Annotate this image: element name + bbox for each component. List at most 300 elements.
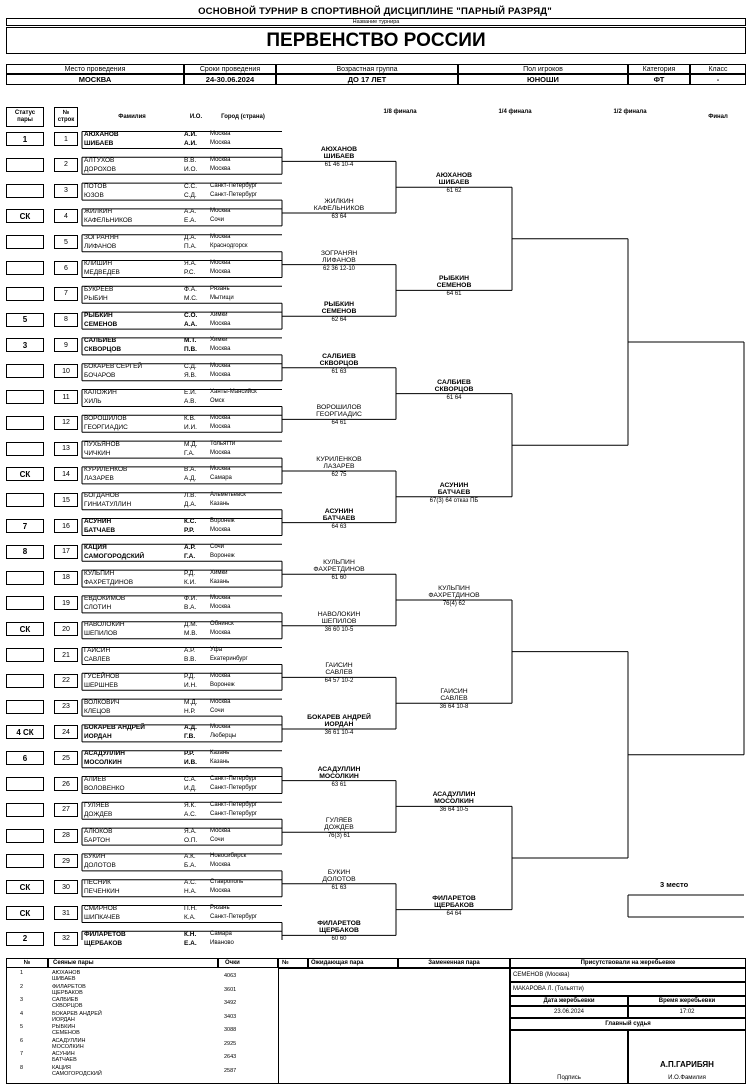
entry-number: 6 bbox=[54, 261, 78, 275]
player-2-surname: ПЕЧЕНКИН bbox=[84, 888, 120, 896]
player-1-initials: К.С. bbox=[184, 518, 197, 525]
judge-label: Главный судья bbox=[510, 1018, 746, 1030]
player-1-initials: М.Т. bbox=[184, 337, 197, 345]
player-2-city: Москва bbox=[210, 630, 231, 637]
dates-value: 24-30.06.2024 bbox=[184, 74, 276, 85]
entry-number: 22 bbox=[54, 674, 78, 688]
r1-winner-b: ДОЛОТОВ bbox=[322, 875, 356, 883]
entry-seed bbox=[6, 235, 44, 249]
player-2-surname: ЛАЗАРЕВ bbox=[84, 475, 114, 483]
player-2-initials: К.А. bbox=[184, 914, 196, 921]
player-2-surname: БАРТОН bbox=[84, 836, 110, 844]
player-2-surname: СЕМЕНОВ bbox=[84, 320, 118, 328]
player-1-surname: КАЦИЯ bbox=[84, 543, 107, 551]
r1-score: 61 63 bbox=[331, 884, 347, 891]
col-final: Финал bbox=[708, 114, 728, 120]
player-1-surname: АСУНИН bbox=[84, 518, 112, 525]
player-1-initials: В.В. bbox=[184, 156, 197, 164]
player-1-surname: ЖИЛКИН bbox=[84, 208, 113, 216]
player-2-initials: В.А. bbox=[184, 604, 197, 612]
age-value: ДО 17 ЛЕТ bbox=[276, 74, 458, 85]
player-2-city: Москва bbox=[210, 604, 231, 611]
entry-seed bbox=[6, 674, 44, 688]
entry-seed bbox=[6, 571, 44, 585]
player-2-surname: ШЕПИЛОВ bbox=[84, 630, 118, 638]
player-2-city: Москва bbox=[210, 527, 231, 533]
footer-present-header: Присутствовали на жеребьевке bbox=[510, 958, 746, 968]
player-1-initials: Д.А. bbox=[184, 234, 197, 242]
player-2-initials: И.Д. bbox=[184, 785, 197, 792]
player-2-surname: МЕДВЕДЕВ bbox=[84, 269, 120, 276]
player-2-initials: К.И. bbox=[184, 578, 197, 586]
player-1-surname: АСАДУЛЛИН bbox=[84, 750, 125, 758]
player-1-initials: П.Н. bbox=[184, 905, 197, 912]
tournament-name: ПЕРВЕНСТВО РОССИИ bbox=[6, 27, 746, 54]
player-1-surname: РЫБКИН bbox=[84, 311, 113, 319]
seed-player-a: АЮХАНОВ bbox=[52, 970, 81, 976]
player-1-city: Новосибирск bbox=[210, 853, 247, 860]
player-2-initials: М.С. bbox=[184, 294, 198, 302]
entry-seed bbox=[6, 287, 44, 301]
entry-number: 25 bbox=[54, 751, 78, 765]
seed-player-a: АСАДУЛЛИН bbox=[52, 1037, 86, 1044]
player-1-city: Альметьевск bbox=[210, 492, 246, 499]
seed-points: 2925 bbox=[224, 1040, 237, 1047]
player-2-surname: МОСОЛКИН bbox=[84, 759, 122, 767]
player-2-surname: ИОРДАН bbox=[84, 733, 112, 741]
player-1-initials: Р.Д. bbox=[184, 569, 196, 577]
entry-row bbox=[0, 286, 280, 312]
player-1-city: Химки bbox=[210, 569, 228, 576]
entry-row bbox=[0, 183, 280, 209]
player-2-city: Москва bbox=[210, 449, 231, 456]
entry-seed: СК bbox=[6, 880, 44, 894]
entry-row bbox=[0, 415, 280, 441]
player-2-city: Воронеж bbox=[210, 681, 235, 688]
r2-score: 61 64 bbox=[446, 394, 462, 401]
entry-number: 18 bbox=[54, 571, 78, 585]
seed-player-b: СЕМЕНОВ bbox=[52, 1030, 80, 1036]
seed-points: 3492 bbox=[224, 1000, 237, 1006]
player-2-city: Люберцы bbox=[210, 733, 237, 740]
entry-row bbox=[0, 647, 280, 673]
r1-score: 63 61 bbox=[331, 781, 347, 788]
draw-date: 23.06.2024 bbox=[510, 1006, 628, 1018]
player-1-surname: ЗОГРАНЯН bbox=[84, 234, 119, 242]
col-status: Статус пары bbox=[6, 107, 44, 127]
player-2-city: Сочи bbox=[210, 836, 225, 843]
player-2-city: Москва bbox=[210, 140, 231, 146]
player-1-city: Москва bbox=[210, 260, 231, 266]
r2-winner-a: АСУНИН bbox=[439, 481, 469, 489]
player-1-surname: ПОТОВ bbox=[84, 182, 107, 190]
player-1-initials: Р.Р. bbox=[184, 750, 195, 758]
player-1-surname: КЛИШИН bbox=[84, 260, 113, 267]
player-2-initials: И.И. bbox=[184, 423, 197, 431]
player-2-city: Омск bbox=[210, 398, 225, 404]
player-1-initials: А.А. bbox=[184, 208, 197, 216]
r1-score: 36 60 10-5 bbox=[324, 626, 354, 633]
entry-seed: 4 СК bbox=[6, 725, 44, 739]
sign-label: Подпись bbox=[557, 1075, 581, 1081]
entry-number: 21 bbox=[54, 648, 78, 662]
entry-row bbox=[0, 595, 280, 621]
seed-points: 2643 bbox=[224, 1054, 237, 1060]
player-2-surname: ШИПКАЧЕВ bbox=[84, 914, 120, 921]
player-1-initials: Я.А. bbox=[184, 827, 197, 835]
entry-seed: СК bbox=[6, 467, 44, 481]
r1-winner-a: НАВОЛОКИН bbox=[317, 610, 361, 618]
seed-player-b: ИОРДАН bbox=[52, 1016, 75, 1023]
entry-seed bbox=[6, 648, 44, 662]
seed-points: 4063 bbox=[224, 973, 237, 979]
player-2-city: Казань bbox=[210, 578, 230, 585]
player-2-initials: Я.В. bbox=[184, 372, 197, 380]
entry-number: 31 bbox=[54, 906, 78, 920]
r1-winner-b: ФАХРЕТДИНОВ bbox=[313, 566, 365, 574]
player-1-initials: С.О. bbox=[184, 311, 198, 319]
player-2-initials: Е.А. bbox=[184, 939, 197, 947]
draw-time: 17:02 bbox=[628, 1006, 746, 1018]
player-1-surname: БОКАРЕВ АНДРЕЙ bbox=[84, 724, 145, 732]
player-2-surname: ГЕОРГИАДИС bbox=[84, 423, 128, 431]
entry-row bbox=[0, 776, 280, 802]
r1-score: 61 63 bbox=[331, 368, 347, 375]
entry-seed: СК bbox=[6, 622, 44, 636]
entry-seed: 1 bbox=[6, 132, 44, 146]
seed-number: 7 bbox=[20, 1051, 24, 1057]
r1-winner-a: РЫБКИН bbox=[323, 301, 354, 309]
entry-row bbox=[0, 260, 280, 286]
player-2-surname: ДОЛОТОВ bbox=[84, 862, 116, 870]
player-1-initials: А.Д. bbox=[184, 724, 197, 732]
entry-seed bbox=[6, 158, 44, 172]
player-2-surname: РЫБИН bbox=[84, 294, 108, 302]
player-1-city: Москва bbox=[210, 827, 231, 834]
player-1-surname: ЕВДОКИМОВ bbox=[84, 595, 126, 603]
seed-player-a: РЫБКИН bbox=[52, 1024, 76, 1030]
player-2-initials: Г.А. bbox=[184, 552, 196, 560]
player-2-city: Казань bbox=[210, 501, 230, 508]
r1-winner-b: ЛАЗАРЕВ bbox=[323, 463, 355, 470]
player-1-city: Рязань bbox=[210, 285, 230, 292]
entry-row bbox=[0, 879, 280, 905]
entry-number: 28 bbox=[54, 829, 78, 843]
player-2-initials: И.Н. bbox=[184, 681, 197, 689]
footer-replaced-header: Замененная пара bbox=[398, 958, 510, 968]
entry-seed: 2 bbox=[6, 932, 44, 946]
entry-row bbox=[0, 389, 280, 415]
player-1-surname: ВОРОШИЛОВ bbox=[84, 414, 127, 422]
r2-winner-a: АСАДУЛЛИН bbox=[432, 791, 476, 799]
r1-score: 36 61 10-4 bbox=[324, 730, 354, 736]
seed-points: 3403 bbox=[224, 1013, 237, 1020]
player-2-city: Сочи bbox=[210, 217, 225, 224]
player-2-surname: ЛИФАНОВ bbox=[84, 243, 117, 251]
r2-score: 61 62 bbox=[446, 188, 462, 195]
r2-score: 64 64 bbox=[446, 910, 462, 917]
entry-number: 11 bbox=[54, 390, 78, 404]
seed-points: 3601 bbox=[224, 986, 237, 993]
seed-number: 8 bbox=[20, 1064, 24, 1071]
class-value: - bbox=[690, 74, 746, 85]
entry-seed: СК bbox=[6, 209, 44, 223]
player-1-initials: А.К. bbox=[184, 853, 196, 861]
entry-number: 9 bbox=[54, 338, 78, 352]
player-1-city: Москва bbox=[210, 466, 231, 473]
player-2-surname: ГИНИАТУЛЛИН bbox=[84, 501, 132, 509]
r1-winner-a: КУЛЬПИН bbox=[323, 559, 355, 567]
name-label: И.О.Фамилия bbox=[668, 1075, 706, 1081]
player-1-surname: ПЕСНИК bbox=[84, 879, 111, 887]
entry-row bbox=[0, 905, 280, 931]
entry-number: 29 bbox=[54, 854, 78, 868]
seed-player-a: КАЦИЯ bbox=[52, 1064, 71, 1071]
seed-player-b: БАТЧАЕВ bbox=[52, 1057, 77, 1063]
player-2-initials: Б.А. bbox=[184, 862, 197, 870]
seed-number: 2 bbox=[20, 983, 24, 990]
entry-number: 16 bbox=[54, 519, 78, 533]
player-1-surname: АЛТУХОВ bbox=[84, 156, 115, 164]
player-2-city: Москва bbox=[210, 320, 231, 327]
r1-winner-b: БАТЧАЕВ bbox=[322, 514, 356, 522]
player-2-city: Москва bbox=[210, 862, 231, 869]
entry-number: 14 bbox=[54, 467, 78, 481]
player-2-initials: Н.А. bbox=[184, 888, 197, 896]
r2-winner-a: САЛБИЕВ bbox=[437, 378, 471, 386]
player-2-initials: А.В. bbox=[184, 398, 197, 405]
r1-score: 61 46 10-4 bbox=[324, 162, 354, 169]
player-1-surname: НАВОЛОКИН bbox=[84, 621, 125, 629]
player-2-city: Санкт-Петербург bbox=[210, 810, 258, 817]
present-2: МАКАРОВА Л. (Тольятти) bbox=[510, 982, 746, 996]
r1-winner-a: ЗОГРАНЯН bbox=[320, 249, 358, 257]
player-1-initials: Я.К. bbox=[184, 801, 197, 809]
category-value: ФТ bbox=[628, 74, 690, 85]
player-2-initials: Г.А. bbox=[184, 449, 195, 457]
player-2-city: Москва bbox=[210, 888, 231, 895]
r1-score: 60 60 bbox=[331, 936, 347, 943]
tournament-name-label: Название турнира bbox=[6, 18, 746, 26]
player-2-city: Санкт-Петербург bbox=[210, 914, 258, 920]
player-2-city: Сочи bbox=[210, 707, 225, 714]
player-1-surname: АЛЮКОВ bbox=[84, 827, 113, 835]
player-1-city: Москва bbox=[210, 672, 231, 679]
entry-number: 17 bbox=[54, 545, 78, 559]
place-value: МОСКВА bbox=[6, 74, 184, 85]
r2-score: 67(3) 64 отказ ПБ bbox=[429, 497, 479, 504]
col-r2: 1/4 финала bbox=[498, 109, 532, 115]
entry-row bbox=[0, 312, 280, 338]
entry-number: 15 bbox=[54, 493, 78, 507]
r1-winner-a: БОКАРЕВ АНДРЕЙ bbox=[307, 714, 371, 721]
player-2-initials: П.А. bbox=[184, 243, 197, 251]
player-1-initials: Д.М. bbox=[184, 621, 198, 629]
player-1-initials: К.В. bbox=[184, 414, 196, 422]
seed-number: 3 bbox=[20, 997, 24, 1003]
r1-winner-a: АСУНИН bbox=[324, 507, 354, 515]
player-2-initials: О.П. bbox=[184, 836, 198, 844]
player-1-surname: КУРИЛЕНКОВ bbox=[84, 466, 128, 474]
dates-label: Сроки проведения bbox=[184, 64, 276, 74]
player-2-surname: КАФЕЛЬНИКОВ bbox=[84, 217, 133, 225]
player-2-surname: БОЧАРОВ bbox=[84, 372, 116, 380]
player-2-initials: П.В. bbox=[184, 346, 197, 354]
entry-seed: 5 bbox=[6, 313, 44, 327]
player-2-initials: Е.А. bbox=[184, 217, 197, 225]
player-2-initials: И.В. bbox=[184, 759, 197, 767]
player-1-surname: СМИРНОВ bbox=[84, 905, 118, 912]
seed-player-b: СКВОРЦОВ bbox=[52, 1003, 83, 1009]
entry-number: 23 bbox=[54, 700, 78, 714]
entry-seed bbox=[6, 442, 44, 456]
entry-seed bbox=[6, 596, 44, 610]
entry-seed bbox=[6, 777, 44, 791]
entry-row bbox=[0, 208, 280, 234]
player-1-initials: К.Н. bbox=[184, 930, 197, 938]
player-2-surname: ВОЛОВЕНКО bbox=[84, 785, 125, 792]
player-2-city: Самара bbox=[210, 475, 232, 482]
seed-number: 5 bbox=[20, 1024, 24, 1030]
player-1-city: Москва bbox=[210, 698, 231, 705]
player-1-surname: ГУСЕЙНОВ bbox=[84, 672, 120, 680]
player-2-initials: Н.Р. bbox=[184, 707, 196, 715]
r1-winner-a: ЖИЛКИН bbox=[324, 198, 354, 205]
player-1-city: Обнинск bbox=[210, 621, 234, 628]
player-1-initials: С.Д. bbox=[184, 363, 197, 371]
player-1-surname: БОГДАНОВ bbox=[84, 492, 120, 500]
player-2-city: Мытищи bbox=[210, 294, 234, 301]
entry-seed bbox=[6, 184, 44, 198]
player-1-initials: Я.А. bbox=[184, 260, 197, 267]
player-2-initials: Р.Р. bbox=[184, 527, 195, 534]
player-2-initials: Р.С. bbox=[184, 269, 196, 276]
entry-number: 5 bbox=[54, 235, 78, 249]
player-1-initials: С.С. bbox=[184, 182, 197, 190]
player-1-city: Рязань bbox=[210, 905, 230, 911]
player-1-surname: ФИЛАРЕТОВ bbox=[84, 930, 126, 938]
entry-number: 12 bbox=[54, 416, 78, 430]
entry-seed: 7 bbox=[6, 519, 44, 533]
r1-winner-a: КУРИЛЕНКОВ bbox=[316, 456, 362, 463]
r2-winner-a: ФИЛАРЕТОВ bbox=[432, 894, 476, 902]
entry-seed bbox=[6, 416, 44, 430]
r1-score: 62 36 12-10 bbox=[322, 265, 356, 272]
player-2-surname: ЧИЧКИН bbox=[84, 449, 111, 457]
r2-winner-b: ЩЕРБАКОВ bbox=[434, 901, 474, 909]
entry-row bbox=[0, 234, 280, 260]
player-1-surname: ГУЛЯЕВ bbox=[84, 801, 110, 809]
player-2-city: Москва bbox=[210, 165, 231, 172]
player-1-city: Химки bbox=[210, 337, 228, 344]
r2-score: 76(4) 62 bbox=[442, 601, 466, 607]
gender-label: Пол игроков bbox=[458, 64, 628, 74]
entry-seed bbox=[6, 261, 44, 275]
entry-seed bbox=[6, 493, 44, 507]
player-1-surname: ГАИСИН bbox=[84, 647, 111, 654]
player-1-city: Санкт-Петербург bbox=[210, 776, 258, 782]
player-1-surname: ПУХЬЯНОВ bbox=[84, 440, 120, 448]
player-2-city: Москва bbox=[210, 346, 231, 353]
r2-winner-b: СКВОРЦОВ bbox=[434, 385, 474, 393]
player-1-initials: А.С. bbox=[184, 879, 197, 887]
seed-player-a: АСУНИН bbox=[52, 1051, 75, 1057]
player-2-initials: А.А. bbox=[184, 320, 197, 328]
draw-date-label: Дата жеребьевки bbox=[510, 996, 628, 1006]
player-1-city: Воронеж bbox=[210, 518, 235, 524]
player-2-city: Москва bbox=[210, 423, 231, 430]
player-2-initials: А.И. bbox=[184, 140, 197, 147]
document-title: ОСНОВНОЙ ТУРНИР В СПОРТИВНОЙ ДИСЦИПЛИНЕ "ПАРНЫЙ РАЗРЯД" bbox=[198, 6, 552, 17]
r1-winner-b: ШЕПИЛОВ bbox=[321, 617, 357, 625]
footer-waiting-area bbox=[278, 968, 510, 1084]
player-2-city: Воронеж bbox=[210, 552, 235, 559]
third-place-label: 3 место bbox=[660, 880, 689, 889]
player-2-surname: ШИБАЕВ bbox=[84, 140, 114, 147]
entry-number: 13 bbox=[54, 442, 78, 456]
player-2-surname: ДОРОХОВ bbox=[84, 165, 116, 173]
player-1-city: Тольятти bbox=[210, 440, 236, 447]
entry-number: 20 bbox=[54, 622, 78, 636]
place-label: Место проведения bbox=[6, 64, 184, 74]
player-1-city: Ставрополь bbox=[210, 879, 244, 886]
entry-row bbox=[0, 337, 280, 363]
entry-seed bbox=[6, 854, 44, 868]
r2-winner-b: САВЛЕВ bbox=[440, 695, 468, 703]
entry-row bbox=[0, 750, 280, 776]
r1-winner-b: САВЛЕВ bbox=[325, 669, 353, 677]
judge-name: А.П.ГАРИБЯН bbox=[660, 1060, 714, 1069]
entry-number: 24 bbox=[54, 725, 78, 739]
player-2-city: Казань bbox=[210, 759, 230, 766]
r2-score: 36 64 10-5 bbox=[439, 807, 469, 814]
seed-player-a: БОКАРЕВ АНДРЕЙ bbox=[52, 1010, 102, 1017]
player-2-surname: ФАХРЕТДИНОВ bbox=[84, 578, 134, 586]
player-2-surname: БАТЧАЕВ bbox=[84, 527, 116, 534]
entry-number: 2 bbox=[54, 158, 78, 172]
r1-score: 64 57 10-2 bbox=[324, 678, 354, 685]
player-1-initials: М.Д. bbox=[184, 698, 198, 706]
r2-score: 36 64 10-8 bbox=[439, 704, 469, 711]
entry-row bbox=[0, 828, 280, 854]
r1-score: 64 61 bbox=[331, 420, 347, 427]
entry-number: 26 bbox=[54, 777, 78, 791]
player-2-initials: Д.А. bbox=[184, 501, 197, 509]
player-2-city: Москва bbox=[210, 372, 231, 379]
player-1-initials: А.Р. bbox=[184, 543, 196, 551]
player-2-initials: В.В. bbox=[184, 656, 197, 663]
r2-winner-b: ШИБАЕВ bbox=[438, 179, 470, 187]
r1-winner-b: ГЕОРГИАДИС bbox=[316, 411, 362, 419]
entry-seed bbox=[6, 803, 44, 817]
player-1-city: Сочи bbox=[210, 543, 225, 550]
entry-row bbox=[0, 570, 280, 596]
entry-row bbox=[0, 441, 280, 467]
r1-winner-b: СКВОРЦОВ bbox=[319, 359, 359, 367]
r1-winner-a: ГУЛЯЕВ bbox=[325, 817, 353, 825]
r1-winner-b: КАФЕЛЬНИКОВ bbox=[313, 205, 365, 212]
player-1-city: Москва bbox=[210, 414, 231, 421]
footer-points-header: Очки bbox=[218, 958, 278, 968]
player-1-city: Самара bbox=[210, 930, 232, 937]
player-2-surname: ШЕРШНЕВ bbox=[84, 681, 118, 689]
player-2-surname: КЛЕЦОВ bbox=[84, 707, 111, 715]
player-2-initials: М.В. bbox=[184, 630, 198, 638]
entry-number: 4 bbox=[54, 209, 78, 223]
footer-num2-header: № bbox=[278, 958, 308, 968]
player-1-initials: Л.В. bbox=[184, 492, 197, 500]
entry-number: 10 bbox=[54, 364, 78, 378]
